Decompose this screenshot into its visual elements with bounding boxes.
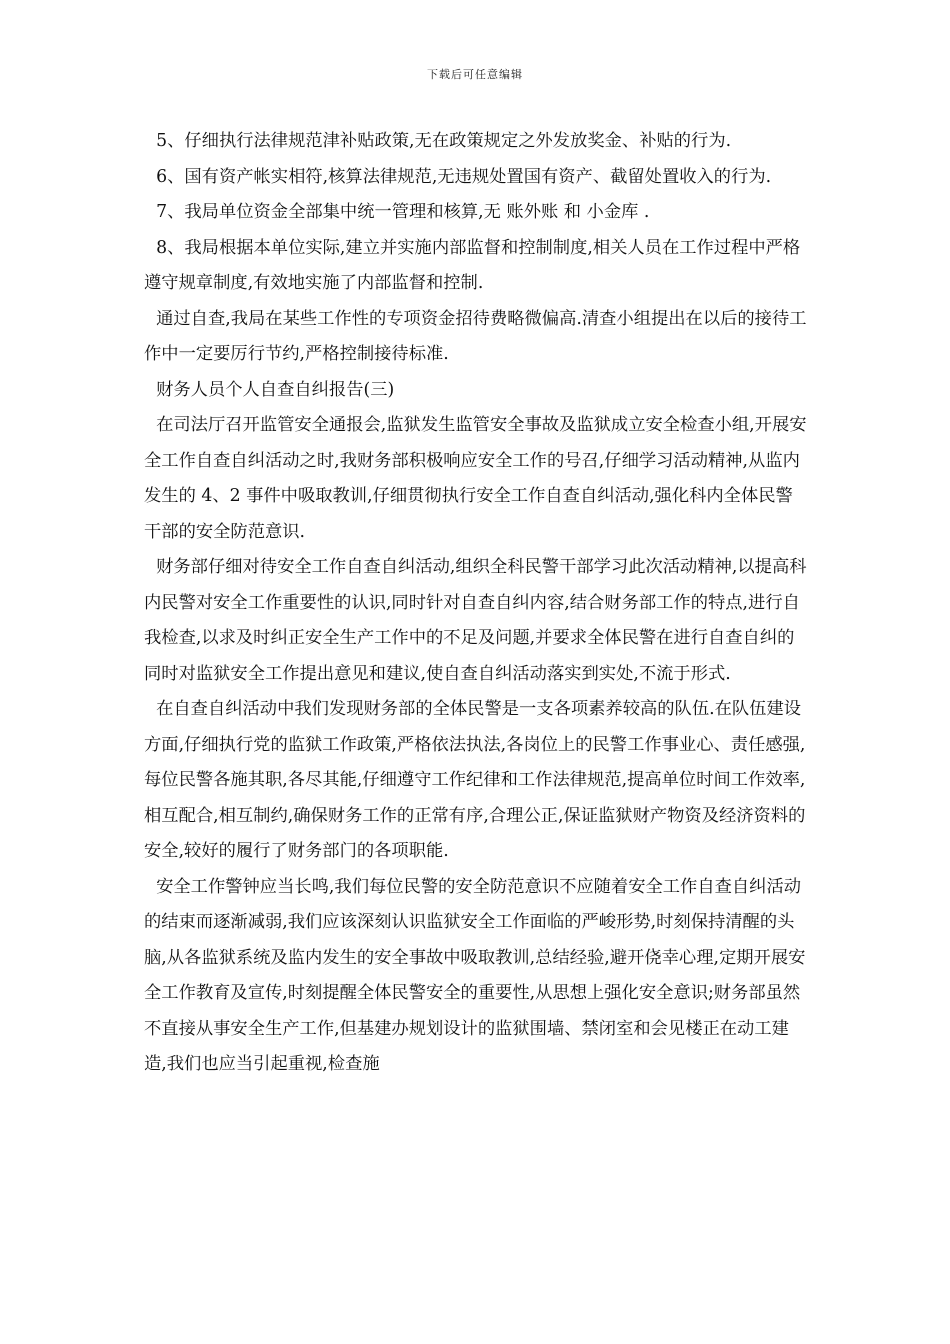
paragraph-findings: 在自查自纠活动中我们发现财务部的全体民警是一支各项素养较高的队伍.在队伍建设方面,仔细执行党的监狱工作政策,严格依法执法,各岗位上的民警工作事业心、责任感强,每位民警各施其职,各尽其能,仔细遵守工作纪律和工作法律规范,提高单位时间工作效率,相互配合,相互制约,确保财务工作的正常有序,合理公正,保证监狱财产物资及经济资料的安全,较好的履行了财务部门的各项职能. [144, 699, 806, 861]
section-heading: 财务人员个人自查自纠报告(三) [156, 379, 395, 400]
page-header-note: 下载后可任意编辑 [427, 68, 523, 81]
paragraph-item-8: 8、我局根据本单位实际,建立并实施内部监督和控制制度,相关人员在工作过程中严格遵守规章制度,有效地实施了内部监督和控制. [144, 237, 801, 293]
paragraph-background: 在司法厅召开监管安全通报会,监狱发生监管安全事故及监狱成立安全检查小组,开展安全工作自查自纠活动之时,我财务部积极响应安全工作的号召,仔细学习活动精神,从监内发生的 4、2 事件中吸取教训,仔细贯彻执行安全工作自查自纠活动,强化科内全体民警干部的安全防范意识. [144, 415, 807, 542]
document-body [144, 124, 810, 1083]
paragraph-organization: 财务部仔细对待安全工作自查自纠活动,组织全科民警干部学习此次活动精神,以提高科内民警对安全工作重要性的认识,同时针对自查自纠内容,结合财务部工作的特点,进行自我检查,以求及时纠正安全生产工作中的不足及问题,并要求全体民警在进行自查自纠的同时对监狱安全工作提出意见和建议,使自查自纠活动落实到实处,不流于形式. [144, 557, 807, 684]
paragraph-item-5: 5、仔细执行法律规范津补贴政策,无在政策规定之外发放奖金、补贴的行为. [156, 131, 732, 151]
paragraph-self-check-summary: 通过自查,我局在某些工作性的专项资金招待费略微偏高.清查小组提出在以后的接待工作中一定要厉行节约,严格控制接待标准. [144, 308, 807, 364]
paragraph-safety-awareness: 安全工作警钟应当长鸣,我们每位民警的安全防范意识不应随着安全工作自查自纠活动的结束而逐渐减弱,我们应该深刻认识监狱安全工作面临的严峻形势,时刻保持清醒的头脑,从各监狱系统及监内发生的安全事故中吸取教训,总结经验,避开侥幸心理,定期开展安全工作教育及宣传,时刻提醒全体民警安全的重要性,从思想上强化安全意识;财务部虽然不直接从事安全生产工作,但基建办规划设计的监狱围墙、禁闭室和会见楼正在动工建造,我们也应当引起重视,检查施 [144, 876, 806, 1074]
paragraph-item-6: 6、国有资产帐实相符,核算法律规范,无违规处置国有资产、截留处置收入的行为. [156, 166, 772, 187]
paragraph-item-7: 7、我局单位资金全部集中统一管理和核算,无 账外账 和 小金库 . [156, 202, 650, 222]
